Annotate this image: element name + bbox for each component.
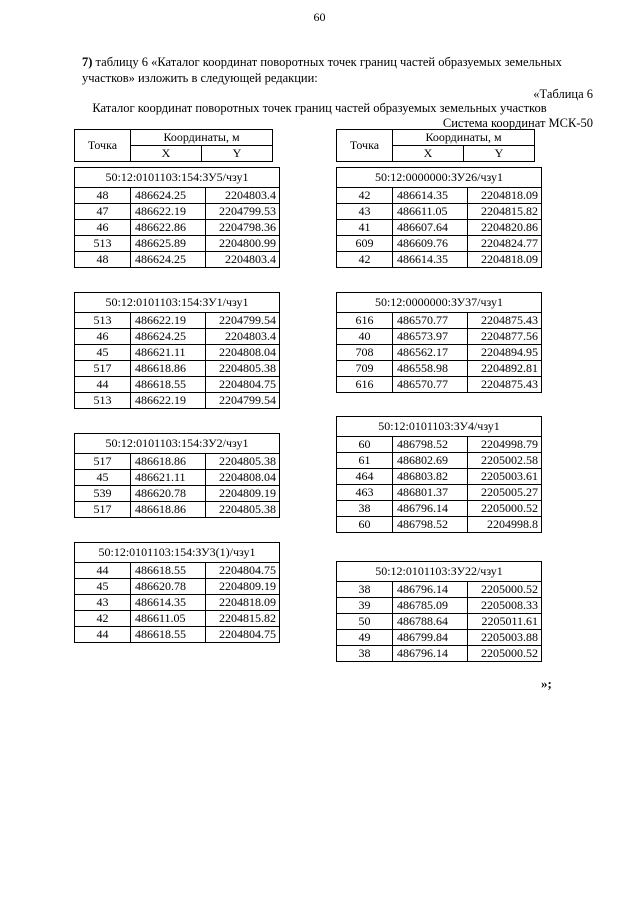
table-row [337, 361, 542, 377]
parcel-label: 50:12:0101103:154:ЗУ3(1)/чзу1 [75, 543, 280, 563]
table-row [337, 517, 542, 533]
x-cell: 486620.78 [131, 579, 206, 595]
parcel-table-zu1 [74, 292, 280, 409]
y-cell: 2204824.77 [468, 236, 542, 252]
parcel-label: 50:12:0000000:ЗУ26/чзу1 [337, 168, 542, 188]
x-cell: 486622.19 [131, 313, 206, 329]
parcel-table-zu22 [336, 561, 542, 662]
table-row [75, 252, 280, 268]
point-cell: 517 [75, 454, 131, 470]
y-cell: 2204815.82 [468, 204, 542, 220]
table-row [337, 453, 542, 469]
point-cell: 38 [337, 646, 393, 662]
x-cell: 486614.35 [393, 188, 468, 204]
table-row [337, 236, 542, 252]
table-row [75, 220, 280, 236]
x-cell: 486788.64 [393, 614, 468, 630]
intro-paragraph [82, 54, 594, 86]
point-cell: 45 [75, 470, 131, 486]
table-row [337, 646, 542, 662]
point-cell: 708 [337, 345, 393, 361]
table-row [337, 501, 542, 517]
x-cell: 486624.25 [131, 188, 206, 204]
table-reference: «Таблица 6 [533, 87, 593, 101]
y-cell: 2204803.4 [206, 329, 280, 345]
y-cell: 2204805.38 [206, 502, 280, 518]
point-cell: 42 [75, 611, 131, 627]
point-cell: 60 [337, 517, 393, 533]
point-cell: 48 [75, 188, 131, 204]
x-cell: 486570.77 [393, 313, 468, 329]
point-cell: 39 [337, 598, 393, 614]
parcel-label: 50:12:0101103:ЗУ22/чзу1 [337, 562, 542, 582]
y-cell: 2204809.19 [206, 579, 280, 595]
parcel-label: 50:12:0101103:154:ЗУ2/чзу1 [75, 434, 280, 454]
table-row [75, 313, 280, 329]
parcel-label: 50:12:0000000:ЗУ37/чзу1 [337, 293, 542, 313]
x-cell: 486624.25 [131, 252, 206, 268]
point-cell: 44 [75, 563, 131, 579]
table-row [75, 188, 280, 204]
x-cell: 486614.35 [393, 252, 468, 268]
point-cell: 513 [75, 313, 131, 329]
parcel-table-zu26 [336, 167, 542, 268]
x-cell: 486558.98 [393, 361, 468, 377]
y-cell: 2204799.54 [206, 313, 280, 329]
x-cell: 486796.14 [393, 501, 468, 517]
point-cell: 616 [337, 377, 393, 393]
x-cell: 486611.05 [131, 611, 206, 627]
x-cell: 486803.82 [393, 469, 468, 485]
point-cell: 38 [337, 582, 393, 598]
table-row [75, 502, 280, 518]
x-cell: 486618.55 [131, 377, 206, 393]
point-cell: 47 [75, 204, 131, 220]
point-cell: 46 [75, 329, 131, 345]
point-cell: 44 [75, 377, 131, 393]
x-cell: 486607.64 [393, 220, 468, 236]
y-cell: 2204875.43 [468, 377, 542, 393]
point-cell: 616 [337, 313, 393, 329]
y-cell: 2204892.81 [468, 361, 542, 377]
x-cell: 486621.11 [131, 470, 206, 486]
header-point: Точка [75, 130, 131, 162]
table-row [337, 345, 542, 361]
point-cell: 513 [75, 236, 131, 252]
point-cell: 41 [337, 220, 393, 236]
table-row [337, 377, 542, 393]
table-row [75, 361, 280, 377]
table-row [337, 329, 542, 345]
point-cell: 48 [75, 252, 131, 268]
table-row [75, 345, 280, 361]
point-cell: 49 [337, 630, 393, 646]
table-row [75, 470, 280, 486]
y-cell: 2204808.04 [206, 345, 280, 361]
point-cell: 464 [337, 469, 393, 485]
catalog-title: Каталог координат поворотных точек границ частей образуемых земельных участков [92, 101, 547, 115]
y-cell: 2204804.75 [206, 563, 280, 579]
parcel-label: 50:12:0101103:154:ЗУ1/чзу1 [75, 293, 280, 313]
table-row [337, 630, 542, 646]
table-row [337, 582, 542, 598]
parcel-table-zu5 [74, 167, 280, 268]
x-cell: 486625.89 [131, 236, 206, 252]
parcel-table-zu3 [74, 542, 280, 643]
header-coords: Координаты, м [131, 130, 273, 146]
y-cell: 2205000.52 [468, 646, 542, 662]
x-cell: 486618.86 [131, 454, 206, 470]
table-row [75, 454, 280, 470]
y-cell: 2205005.27 [468, 485, 542, 501]
coordinate-system: Система координат МСК-50 [442, 116, 593, 130]
y-cell: 2205008.33 [468, 598, 542, 614]
y-cell: 2204799.53 [206, 204, 280, 220]
y-cell: 2204998.8 [468, 517, 542, 533]
point-cell: 609 [337, 236, 393, 252]
point-cell: 709 [337, 361, 393, 377]
table-row [75, 486, 280, 502]
point-cell: 40 [337, 329, 393, 345]
x-cell: 486622.86 [131, 220, 206, 236]
x-cell: 486614.35 [131, 595, 206, 611]
y-cell: 2204798.36 [206, 220, 280, 236]
x-cell: 486618.55 [131, 627, 206, 643]
y-cell: 2204818.09 [206, 595, 280, 611]
y-cell: 2205002.58 [468, 453, 542, 469]
point-cell: 517 [75, 502, 131, 518]
x-cell: 486622.19 [131, 393, 206, 409]
y-cell: 2205000.52 [468, 501, 542, 517]
y-cell: 2204894.95 [468, 345, 542, 361]
table-row [75, 393, 280, 409]
x-cell: 486621.11 [131, 345, 206, 361]
y-cell: 2204803.4 [206, 188, 280, 204]
point-cell: 60 [337, 437, 393, 453]
point-cell: 45 [75, 345, 131, 361]
point-cell: 50 [337, 614, 393, 630]
point-cell: 513 [75, 393, 131, 409]
x-cell: 486796.14 [393, 646, 468, 662]
table-row [337, 252, 542, 268]
page-number: 60 [313, 10, 326, 24]
x-cell: 486622.19 [131, 204, 206, 220]
table-row [337, 598, 542, 614]
y-cell: 2204809.19 [206, 486, 280, 502]
x-cell: 486796.14 [393, 582, 468, 598]
table-row [75, 377, 280, 393]
left-header [74, 129, 273, 162]
header-y: Y [464, 146, 535, 162]
parcel-table-zu2 [74, 433, 280, 518]
y-cell: 2204998.79 [468, 437, 542, 453]
x-cell: 486799.84 [393, 630, 468, 646]
x-cell: 486801.37 [393, 485, 468, 501]
x-cell: 486618.55 [131, 563, 206, 579]
x-cell: 486609.76 [393, 236, 468, 252]
y-cell: 2204804.75 [206, 627, 280, 643]
parcel-table-zu37 [336, 292, 542, 393]
point-cell: 61 [337, 453, 393, 469]
table-row [337, 204, 542, 220]
x-cell: 486798.52 [393, 517, 468, 533]
right-header [336, 129, 535, 162]
x-cell: 486624.25 [131, 329, 206, 345]
x-cell: 486570.77 [393, 377, 468, 393]
intro-text: таблицу 6 «Каталог координат поворотных точек границ частей образуемых земельных участков» изложить в следующей редакции: [82, 55, 562, 85]
y-cell: 2204815.82 [206, 611, 280, 627]
x-cell: 486618.86 [131, 361, 206, 377]
point-cell: 539 [75, 486, 131, 502]
x-cell: 486798.52 [393, 437, 468, 453]
x-cell: 486620.78 [131, 486, 206, 502]
y-cell: 2204875.43 [468, 313, 542, 329]
point-cell: 46 [75, 220, 131, 236]
y-cell: 2204803.4 [206, 252, 280, 268]
closing-quote-mark: »; [541, 676, 552, 691]
table-row [75, 236, 280, 252]
y-cell: 2204808.04 [206, 470, 280, 486]
x-cell: 486562.17 [393, 345, 468, 361]
header-x: X [393, 146, 464, 162]
y-cell: 2205003.88 [468, 630, 542, 646]
y-cell: 2205000.52 [468, 582, 542, 598]
header-coords: Координаты, м [393, 130, 535, 146]
point-cell: 44 [75, 627, 131, 643]
table-row [337, 469, 542, 485]
header-y: Y [202, 146, 273, 162]
y-cell: 2204818.09 [468, 252, 542, 268]
y-cell: 2204805.38 [206, 454, 280, 470]
item-number: 7) [82, 55, 93, 69]
x-cell: 486618.86 [131, 502, 206, 518]
table-row [337, 220, 542, 236]
table-row [337, 188, 542, 204]
parcel-label: 50:12:0101103:ЗУ4/чзу1 [337, 417, 542, 437]
table-row [75, 595, 280, 611]
y-cell: 2204804.75 [206, 377, 280, 393]
table-row [75, 563, 280, 579]
x-cell: 486573.97 [393, 329, 468, 345]
x-cell: 486802.69 [393, 453, 468, 469]
header-point: Точка [337, 130, 393, 162]
y-cell: 2204877.56 [468, 329, 542, 345]
table-row [75, 329, 280, 345]
point-cell: 43 [75, 595, 131, 611]
point-cell: 463 [337, 485, 393, 501]
table-row [337, 614, 542, 630]
table-row [75, 611, 280, 627]
table-row [337, 485, 542, 501]
point-cell: 45 [75, 579, 131, 595]
y-cell: 2204805.38 [206, 361, 280, 377]
y-cell: 2204818.09 [468, 188, 542, 204]
header-x: X [131, 146, 202, 162]
table-row [75, 579, 280, 595]
parcel-table-zu4 [336, 416, 542, 533]
point-cell: 42 [337, 252, 393, 268]
y-cell: 2204799.54 [206, 393, 280, 409]
x-cell: 486785.09 [393, 598, 468, 614]
y-cell: 2204800.99 [206, 236, 280, 252]
table-row [75, 204, 280, 220]
y-cell: 2204820.86 [468, 220, 542, 236]
y-cell: 2205003.61 [468, 469, 542, 485]
point-cell: 38 [337, 501, 393, 517]
table-row [337, 313, 542, 329]
point-cell: 517 [75, 361, 131, 377]
table-row [75, 627, 280, 643]
point-cell: 42 [337, 188, 393, 204]
x-cell: 486611.05 [393, 204, 468, 220]
table-row [337, 437, 542, 453]
y-cell: 2205011.61 [468, 614, 542, 630]
parcel-label: 50:12:0101103:154:ЗУ5/чзу1 [75, 168, 280, 188]
point-cell: 43 [337, 204, 393, 220]
